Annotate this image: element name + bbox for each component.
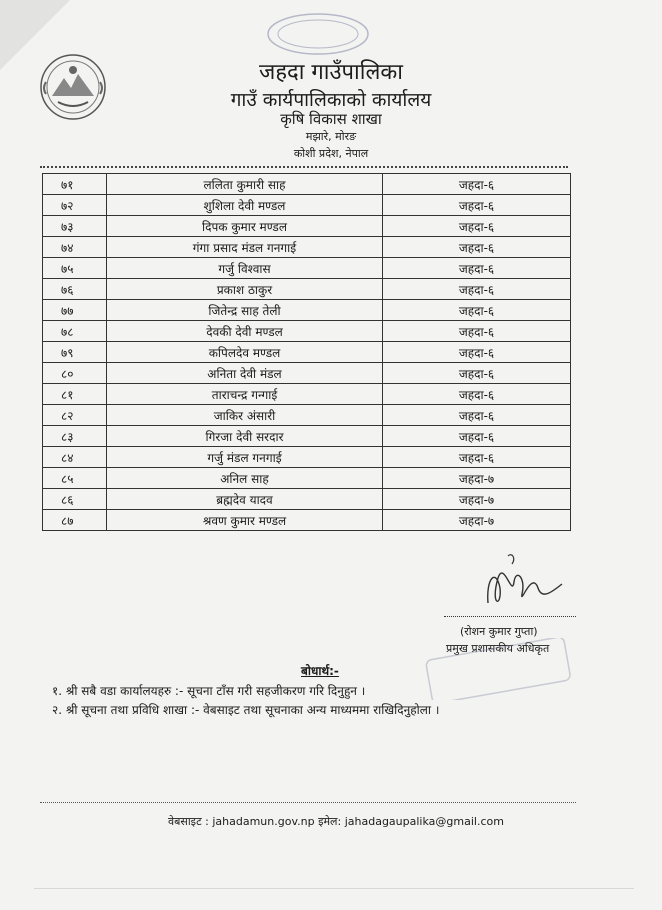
row-number: ७१ [43,174,107,195]
ward-address: जहदा-६ [383,321,571,342]
beneficiary-name: ब्रह्मदेव यादव [107,489,383,510]
notice-item: १. श्री सबै वडा कार्यालयहरु :- सूचना टाँस गरी सहजीकरण गरि दिनुहुन । [52,684,366,698]
ward-address: जहदा-७ [383,510,571,531]
ward-address: जहदा-६ [383,174,571,195]
ward-address: जहदा-६ [383,195,571,216]
table-row [43,321,571,342]
table-row [43,300,571,321]
table-row [43,405,571,426]
beneficiary-name: अनिता देवी मंडल [107,363,383,384]
office-location: मझारे, मोरङ [305,130,357,143]
beneficiary-name: गर्जु मंडल गनगाई [107,447,383,468]
ward-address: जहदा-७ [383,489,571,510]
row-number: ७५ [43,258,107,279]
table-row [43,195,571,216]
table-row [43,510,571,531]
row-number: ७३ [43,216,107,237]
beneficiary-name: देवकी देवी मण्डल [107,321,383,342]
beneficiary-name: गर्जु विश्वास [107,258,383,279]
row-number: ८६ [43,489,107,510]
signatory-title: प्रमुख प्रशासकीय अधिकृत [446,642,550,655]
signature-line [444,616,576,617]
row-number: ८३ [43,426,107,447]
beneficiary-name: शुशिला देवी मण्डल [107,195,383,216]
header-divider [40,166,568,168]
row-number: ८० [43,363,107,384]
table-row [43,447,571,468]
row-number: ७२ [43,195,107,216]
municipality-name: जहदा गाउँपालिका [259,60,403,85]
row-number: ७४ [43,237,107,258]
table-row [43,216,571,237]
table-row [43,237,571,258]
office-name: गाउँ कार्यपालिकाको कार्यालय [230,89,432,111]
ward-address: जहदा-६ [383,447,571,468]
notice-item: २. श्री सूचना तथा प्रविधि शाखा :- वेबसाइट तथा सूचनाका अन्य माध्यममा राखिदिनुहोला । [52,703,440,717]
row-number: ८४ [43,447,107,468]
row-number: ७९ [43,342,107,363]
signature [468,548,578,618]
beneficiary-name: कपिलदेव मण्डल [107,342,383,363]
email-link[interactable]: jahadagaupalika@gmail.com [344,815,504,828]
ward-address: जहदा-६ [383,384,571,405]
signatory-name: (रोशन कुमार गुप्ता) [460,625,538,638]
officer-stamp [424,638,574,700]
ward-address: जहदा-६ [383,405,571,426]
table-row [43,363,571,384]
table-row [43,468,571,489]
beneficiary-table [42,173,571,531]
table-row [43,489,571,510]
scan-edge [34,888,634,889]
website-link[interactable]: jahadamun.gov.np [212,815,315,828]
ward-address: जहदा-६ [383,216,571,237]
beneficiary-name: गिरजा देवी सरदार [107,426,383,447]
notice-heading: बोधार्थ:- [301,664,339,678]
row-number: ८२ [43,405,107,426]
beneficiary-name: गंगा प्रसाद मंडल गनगाई [107,237,383,258]
ward-address: जहदा-६ [383,237,571,258]
beneficiary-name: अनिल साह [107,468,383,489]
ward-address: जहदा-६ [383,342,571,363]
beneficiary-name: श्रवण कुमार मण्डल [107,510,383,531]
ward-address: जहदा-६ [383,258,571,279]
table-row [43,342,571,363]
email-label: इमेल: [318,815,342,828]
province-name: कोशी प्रदेश, नेपाल [293,147,369,160]
beneficiary-name: जाकिर अंसारी [107,405,383,426]
table-row [43,384,571,405]
beneficiary-name: जितेन्द्र साह तेली [107,300,383,321]
row-number: ७७ [43,300,107,321]
table-row [43,279,571,300]
beneficiary-name: प्रकाश ठाकुर [107,279,383,300]
row-number: ८१ [43,384,107,405]
branch-name: कृषि विकास शाखा [280,110,382,128]
ward-address: जहदा-६ [383,363,571,384]
footer-contact [168,814,504,829]
row-number: ८५ [43,468,107,489]
row-number: ७६ [43,279,107,300]
website-label: वेबसाइट : [168,815,209,828]
ward-address: जहदा-७ [383,468,571,489]
beneficiary-name: ताराचन्द्र गन्गाई [107,384,383,405]
beneficiary-name: दिपक कुमार मण्डल [107,216,383,237]
table-row [43,174,571,195]
beneficiary-name: ललिता कुमारी साह [107,174,383,195]
row-number: ८७ [43,510,107,531]
ward-address: जहदा-६ [383,279,571,300]
table-row [43,258,571,279]
office-stamp [264,10,372,56]
ward-address: जहदा-६ [383,300,571,321]
row-number: ७८ [43,321,107,342]
ward-address: जहदा-६ [383,426,571,447]
footer-divider [40,802,576,803]
table-row [43,426,571,447]
